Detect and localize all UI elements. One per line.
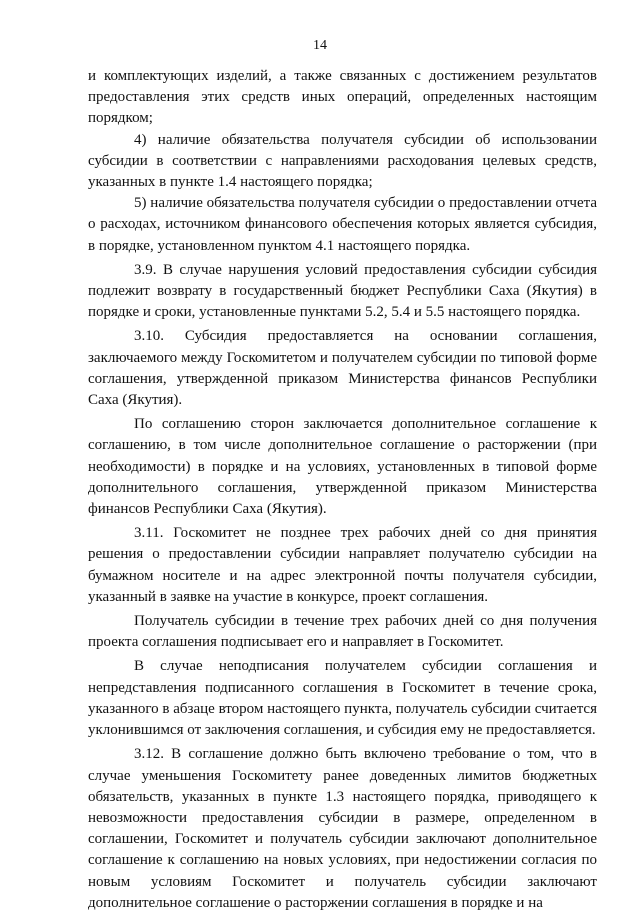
page-number: 14 <box>313 38 327 53</box>
paragraph-non-signing: В случае неподписания получателем субсидии соглашения и непредставления подписанного соглашения в Госкомитет в течение срока, указанного в абзаце втором настоящего пункта, получатель субсидии считается уклонившимся от заключения соглашения, и субсидия ему не предоставляется. <box>88 658 597 739</box>
paragraph-item-5: 5) наличие обязательства получателя субсидии о предоставлении отчета о расходах, источником финансового обеспечения которых является субсидия, в порядке, установленном пунктом 4.1 настоящего порядка. <box>88 195 597 254</box>
document-body <box>88 66 597 914</box>
paragraph-additional-agreement: По соглашению сторон заключается дополнительное соглашение к соглашению, в том числе дополнительное соглашение о расторжении (при необходимости) в порядке и на условиях, установленных в типовой форме дополнительного соглашения, утвержденной приказом Министерства финансов Республики Саха (Якутия). <box>88 416 597 518</box>
paragraph-continuation: и комплектующих изделий, а также связанных с достижением результатов предоставления этих средств иных операций, определенных настоящим порядком; <box>88 68 597 127</box>
paragraph-3-9: 3.9. В случае нарушения условий предоставления субсидии субсидия подлежит возврату в государственный бюджет Республики Саха (Якутия) в порядке и сроки, установленные пунктами 5.2, 5.4 и 5.5 настоящего порядка. <box>88 261 597 321</box>
paragraph-3-10: 3.10. Субсидия предоставляется на основании соглашения, заключаемого между Госкомитетом и получателем субсидии по типовой форме соглашения, утвержденной приказом Министерства финансов Республики Саха (Якутия). <box>88 328 597 409</box>
paragraph-signing: Получатель субсидии в течение трех рабочих дней со дня получения проекта соглашения подписывает его и направляет в Госкомитет. <box>88 613 597 651</box>
paragraph-item-4: 4) наличие обязательства получателя субсидии об использовании субсидии в соответствии с направлениями расходования целевых средств, указанных в пункте 1.4 настоящего порядка; <box>88 131 597 191</box>
paragraph-3-11: 3.11. Госкомитет не позднее трех рабочих дней со дня принятия решения о предоставлении субсидии направляет получателю субсидии на бумажном носителе и на адрес электронной почты получателя субсидии, указанный в заявке на участие в конкурсе, проект соглашения. <box>88 525 597 605</box>
paragraph-3-12: 3.12. В соглашение должно быть включено требование о том, что в случае уменьшения Госкомитету ранее доведенных лимитов бюджетных обязательств, указанных в пункте 1.3 настоящего порядка, приводящего к невозможности предоставления субсидии в размере, определенном в соглашении, Госкомитет и получатель субсидии заключают дополнительное соглашение к соглашению на новых условиях, при недостижении согласия по новым условиям Госкомитет и получатель субсидии заключают дополнительное соглашение о расторжении соглашения в порядке и на <box>88 746 597 911</box>
